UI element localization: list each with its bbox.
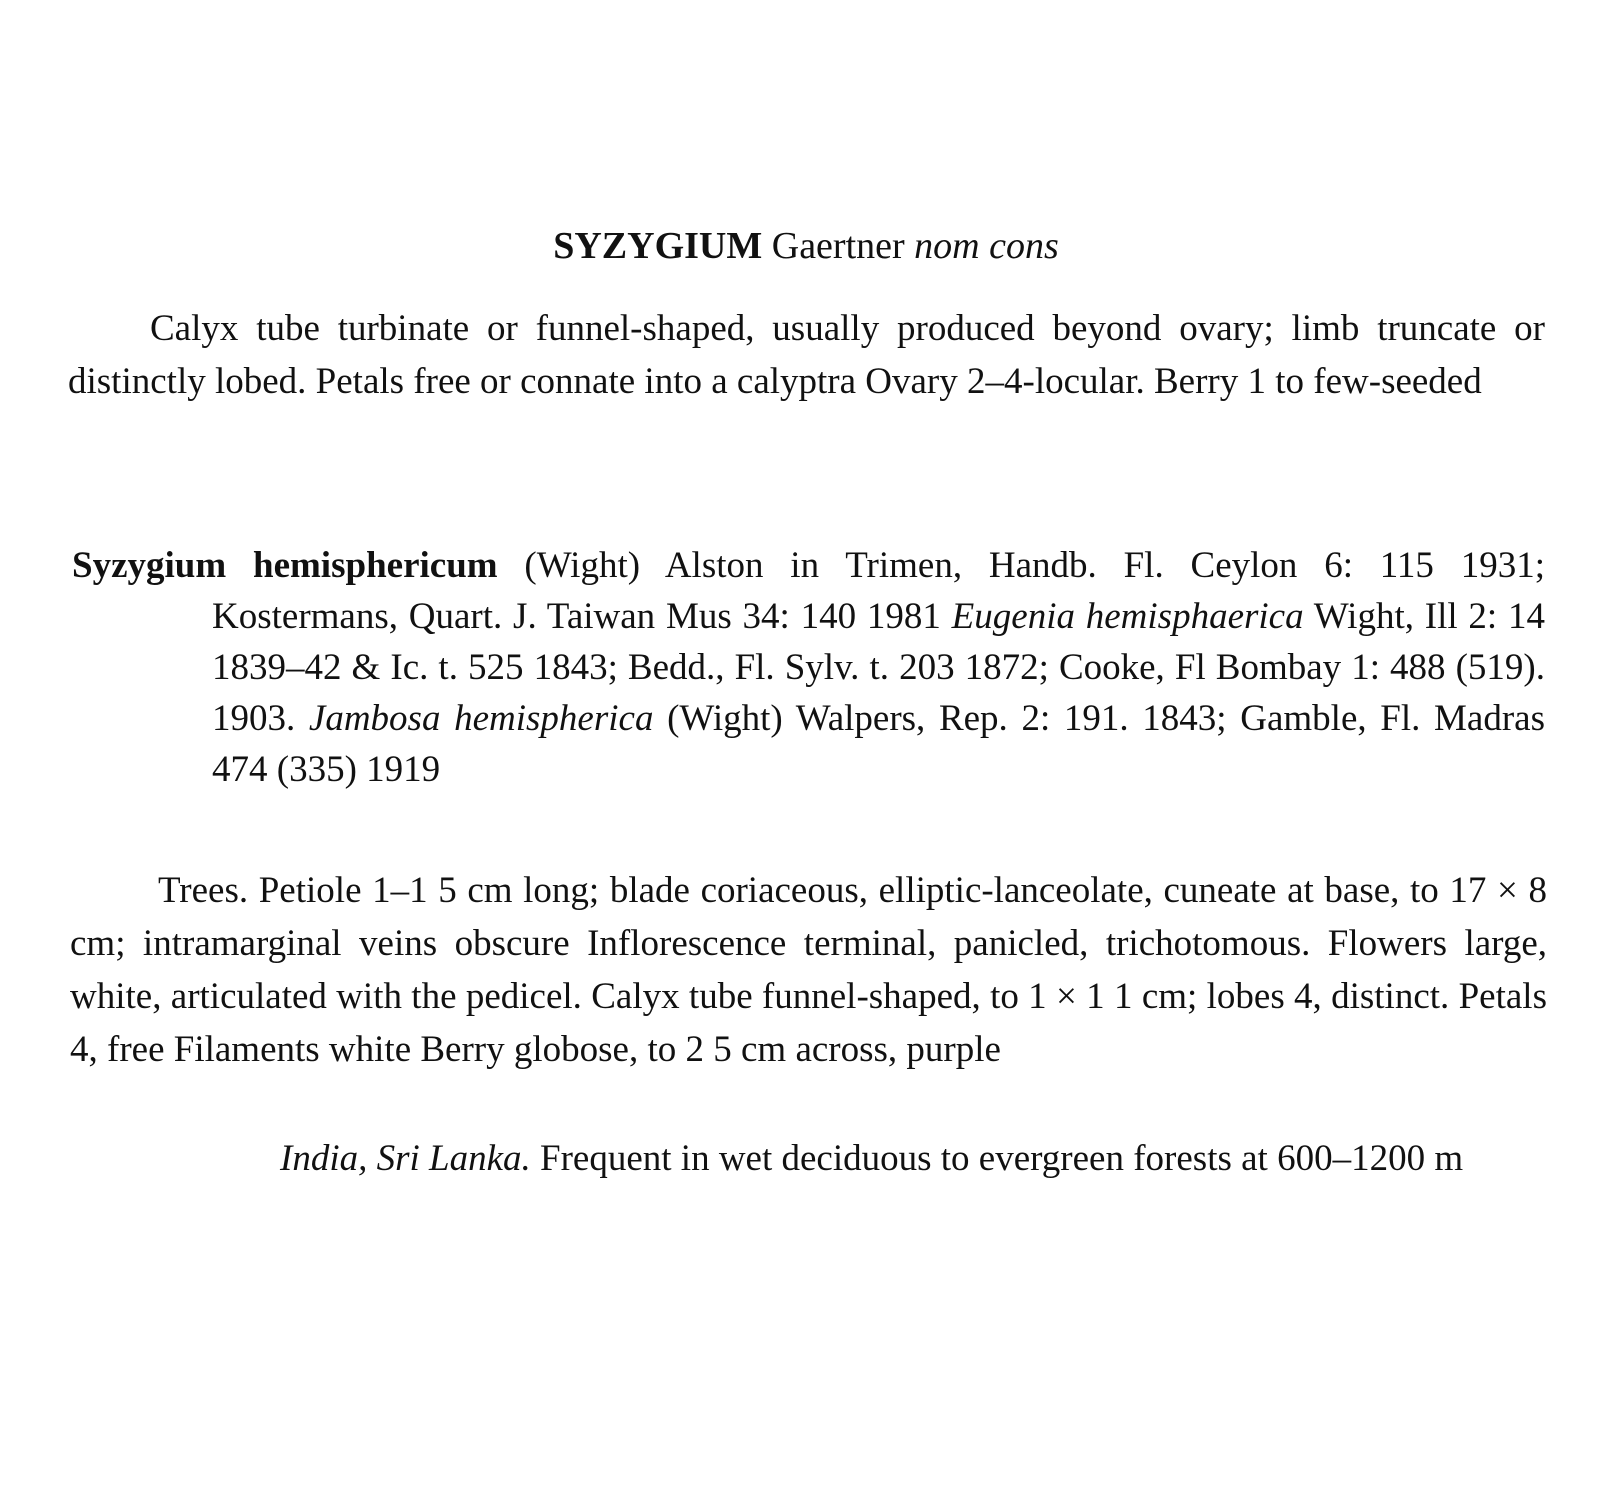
genus-author: Gaertner <box>771 225 905 267</box>
synonym-jambosa: Jambosa hemispherica <box>308 698 654 739</box>
species-description: Trees. Petiole 1–1 5 cm long; blade coriaceous, elliptic-lanceolate, cuneate at base, to 17 × 8 cm; intramarginal veins obscure Inflorescence terminal, panicled, trichotomous. Flowers large, white, articulated with the pedicel. Calyx tube funnel-shaped, to 1 × 1 1 cm; lobes 4, distinct. Petals 4, free Filaments white Berry globose, to 2 5 cm across, purple <box>70 870 1547 1070</box>
genus-description: Calyx tube turbinate or funnel-shaped, usually produced beyond ovary; limb truncate or distinctly lobed. Petals free or connate into a calyptra Ovary 2–4-locular. Berry 1 to few-seeded <box>68 308 1545 402</box>
genus-nomenclature: nom cons <box>914 225 1059 267</box>
distribution <box>68 1132 1545 1185</box>
distribution-habitat: Frequent in wet deciduous to evergreen forests at 600–1200 m <box>540 1138 1464 1179</box>
genus-heading <box>0 222 1612 270</box>
genus-name: SYZYGIUM <box>553 225 763 267</box>
citation-part-1: (Wight) Alston in Trimen, Handb. Fl. Ceylon 6: 115 1931; Kostermans, Quart. J. Taiwan Mus 34: 140 1981 <box>212 545 1546 637</box>
species-citation <box>72 540 1545 795</box>
citation-part-2: Wight, Ill 2: 14 1839–42 & Ic. t. 525 1843; Bedd., Fl. Sylv. t. 203 1872; Cooke, Fl Bombay 1: 488 (519). 1903. <box>212 596 1545 739</box>
citation-part-3: (Wight) Walpers, Rep. 2: 191. 1843; Gamble, Fl. Madras 474 (335) 1919 <box>212 698 1545 790</box>
species-name: Syzygium hemisphericum <box>72 545 498 586</box>
distribution-region: India, Sri Lanka. <box>280 1138 531 1179</box>
synonym-eugenia: Eugenia hemisphaerica <box>951 596 1304 637</box>
